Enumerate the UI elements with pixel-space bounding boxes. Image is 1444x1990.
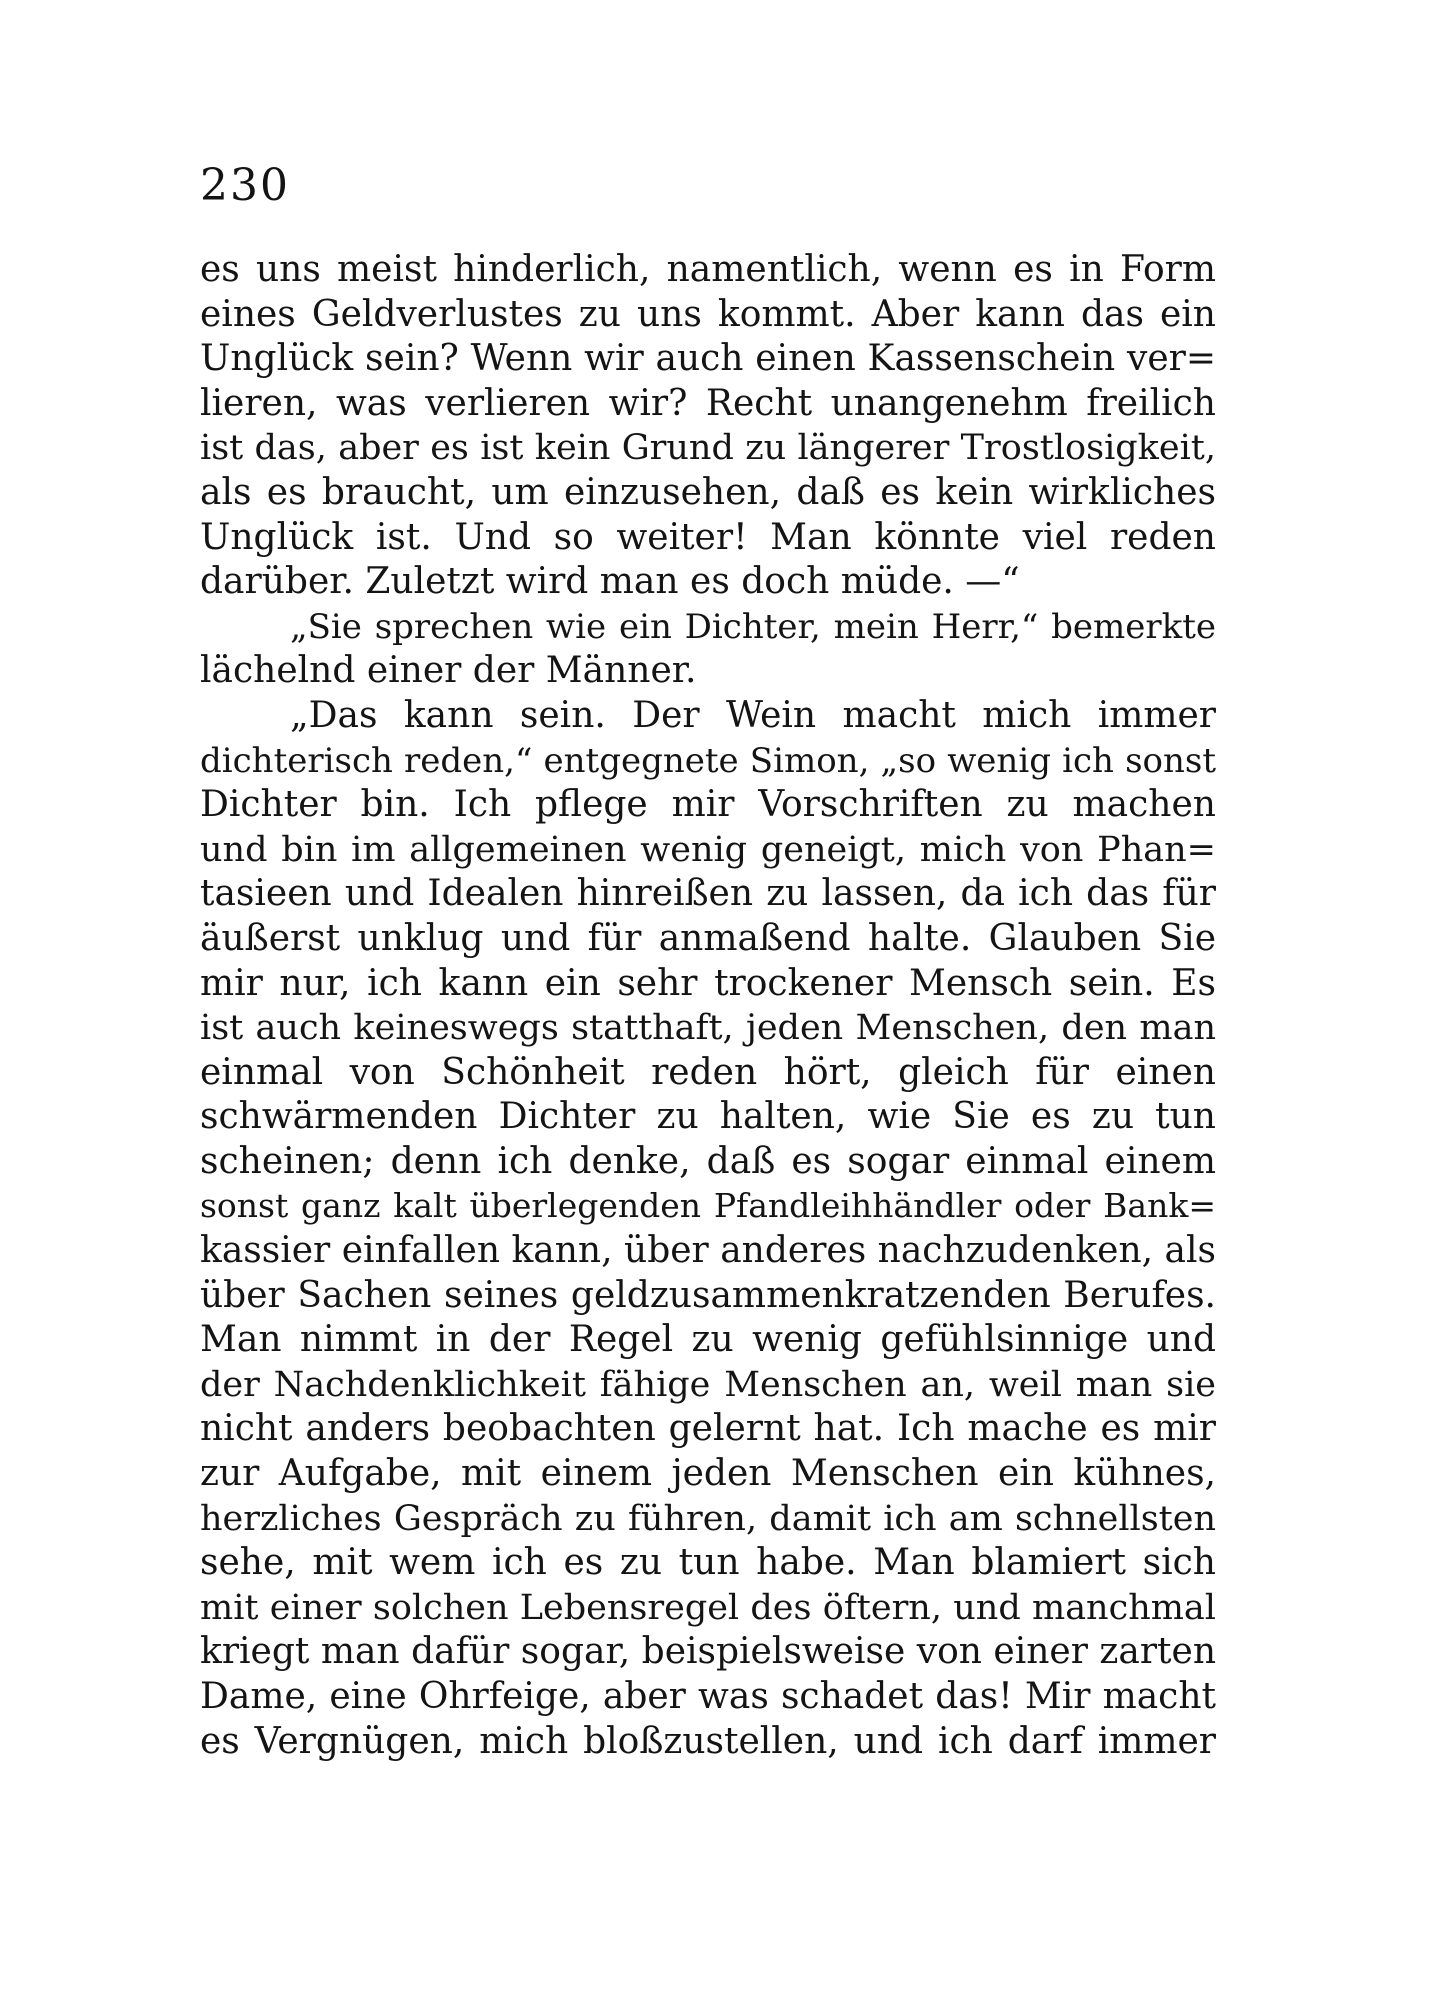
text-line: darüber. Zuletzt wird man es doch müde. —“ — [200, 561, 1020, 603]
text-line: sehe, mit wem ich es zu tun habe. Man blamiert sich — [200, 1542, 1216, 1584]
text-line: mit einer solchen Lebensregel des öftern, und manchmal — [200, 1587, 1216, 1628]
text-line: äußerst unklug und für anmaßend halte. Glauben Sie — [200, 917, 1216, 959]
text-line: Unglück sein? Wenn wir auch einen Kassenschein ver= — [200, 338, 1216, 380]
text-line: nicht anders beobachten gelernt hat. Ich mache es mir — [200, 1408, 1216, 1450]
text-line: lächelnd einer der Männer. — [200, 650, 697, 692]
text-line: Dichter bin. Ich pflege mir Vorschriften zu machen — [200, 784, 1216, 826]
text-line: lieren, was verlieren wir? Recht unangenehm freilich — [200, 382, 1216, 424]
text-line: schwärmenden Dichter zu halten, wie Sie es zu tun — [200, 1096, 1216, 1138]
text-line: Unglück ist. Und so weiter! Man könnte viel reden — [200, 516, 1216, 558]
text-line: „Das kann sein. Der Wein macht mich immer — [290, 694, 1216, 736]
text-line: ist auch keineswegs statthaft, jeden Menschen, den man — [200, 1008, 1216, 1049]
text-line: scheinen; denn ich denke, daß es sogar einmal einem — [200, 1140, 1216, 1182]
text-line: tasieen und Idealen hinreißen zu lassen, da ich das für — [200, 873, 1216, 915]
text-line: der Nachdenklichkeit fähige Menschen an, weil man sie — [200, 1364, 1216, 1405]
page-number: 230 — [200, 160, 290, 211]
text-line: als es braucht, um einzusehen, daß es kein wirkliches — [200, 471, 1216, 513]
text-line: einmal von Schönheit reden hört, gleich für einen — [200, 1051, 1216, 1093]
text-line: es Vergnügen, mich bloßzustellen, und ich darf immer — [200, 1720, 1216, 1762]
text-line: es uns meist hinderlich, namentlich, wenn es in Form — [200, 249, 1216, 290]
text-line: kassier einfallen kann, über anderes nachzudenken, als — [200, 1230, 1216, 1272]
text-line: ist das, aber es ist kein Grund zu längerer Trostlosigkeit, — [200, 428, 1216, 469]
text-line: dichterisch reden,“ entgegnete Simon, „so wenig ich sonst — [200, 740, 1216, 781]
text-line: zur Aufgabe, mit einem jeden Menschen ein kühnes, — [200, 1453, 1216, 1495]
text-line: und bin im allgemeinen wenig geneigt, mich von Phan= — [200, 829, 1216, 870]
text-line: herzliches Gespräch zu führen, damit ich am schnellsten — [200, 1498, 1216, 1539]
text-line: „Sie sprechen wie ein Dichter, mein Herr,“ bemerkte — [290, 606, 1216, 647]
text-line: eines Geldverlustes zu uns kommt. Aber kann das ein — [200, 293, 1216, 335]
text-line: über Sachen seines geldzusammenkratzenden Berufes. — [200, 1274, 1216, 1316]
text-line: Man nimmt in der Regel zu wenig gefühlsinnige und — [200, 1319, 1216, 1361]
text-line: sonst ganz kalt überlegenden Pfandleihhändler oder Bank= — [200, 1186, 1216, 1226]
text-line: kriegt man dafür sogar, beispielsweise von einer zarten — [200, 1631, 1216, 1673]
text-line: Dame, eine Ohrfeige, aber was schadet das! Mir macht — [200, 1676, 1216, 1717]
text-line: mir nur, ich kann ein sehr trockener Mensch sein. Es — [200, 962, 1216, 1004]
body-text — [200, 248, 1216, 1764]
